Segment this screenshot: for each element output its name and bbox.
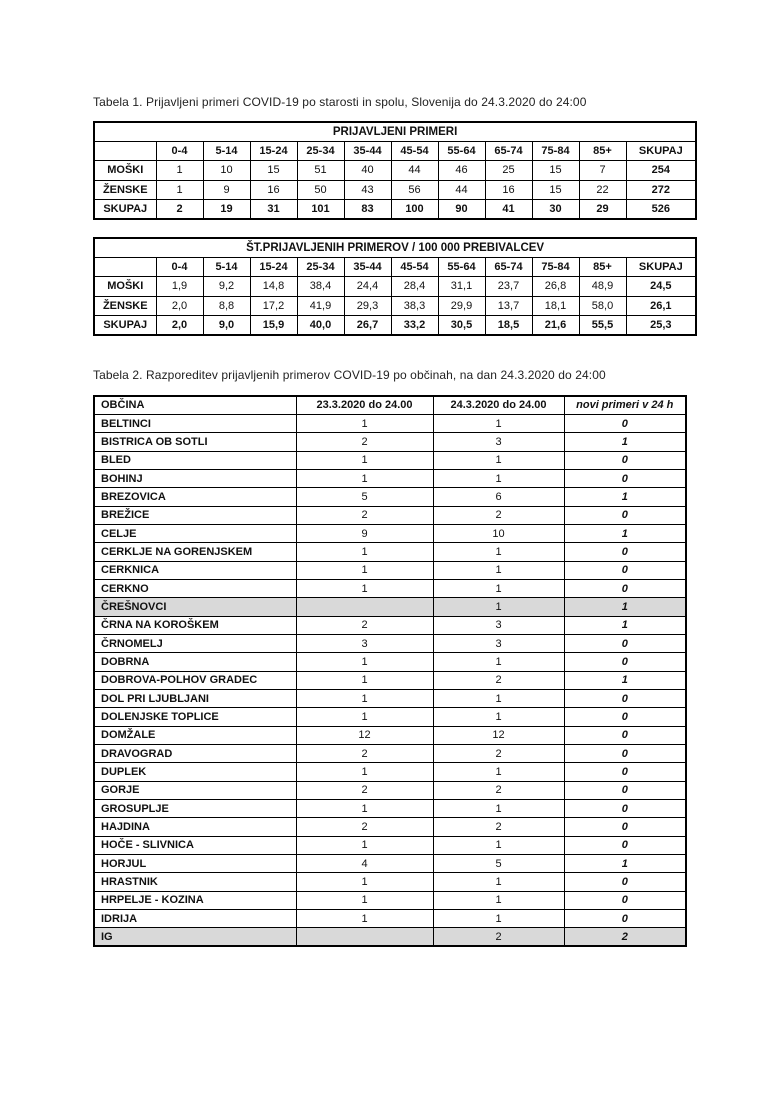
header-date-23: 23.3.2020 do 24.00 (296, 396, 433, 414)
value-cell: 44 (391, 161, 438, 180)
age-group-header: 35-44 (344, 257, 391, 276)
rate-per-100k-table (93, 237, 697, 336)
count-23-3: 1 (296, 469, 433, 487)
age-group-header: SKUPAJ (626, 141, 696, 160)
table2-caption: Tabela 2. Razporeditev prijavljenih primerov COVID-19 po občinah, na dan 24.3.2020 do 24:00 (93, 368, 606, 382)
count-23-3: 2 (296, 433, 433, 451)
value-cell: 29,3 (344, 296, 391, 315)
count-24-3: 6 (433, 488, 564, 506)
row-label: MOŠKI (94, 161, 156, 180)
municipality-name: BLED (94, 451, 296, 469)
age-group-header: 55-64 (438, 141, 485, 160)
value-cell: 30 (532, 200, 579, 219)
municipality-row (94, 488, 686, 506)
age-group-header: 5-14 (203, 141, 250, 160)
age-group-header: 25-34 (297, 257, 344, 276)
value-cell: 83 (344, 200, 391, 219)
value-cell: 15,9 (250, 316, 297, 335)
municipality-row (94, 579, 686, 597)
municipality-name: DOLENJSKE TOPLICE (94, 708, 296, 726)
age-group-header: 0-4 (156, 141, 203, 160)
cases-by-age-sex-table (93, 121, 697, 220)
value-cell: 15 (532, 161, 579, 180)
value-cell: 26,8 (532, 277, 579, 296)
new-cases-24h: 0 (564, 561, 686, 579)
new-cases-24h: 0 (564, 543, 686, 561)
municipality-name: CERKLJE NA GORENJSKEM (94, 543, 296, 561)
new-cases-24h: 0 (564, 451, 686, 469)
age-group-header: 45-54 (391, 141, 438, 160)
row-total-value: 254 (626, 161, 696, 180)
new-cases-24h: 0 (564, 506, 686, 524)
count-23-3 (296, 928, 433, 946)
value-cell: 7 (579, 161, 626, 180)
municipality-name: DOBROVA-POLHOV GRADEC (94, 671, 296, 689)
municipality-name: GROSUPLJE (94, 800, 296, 818)
value-cell: 14,8 (250, 277, 297, 296)
count-23-3: 1 (296, 543, 433, 561)
count-23-3: 3 (296, 634, 433, 652)
new-cases-24h: 0 (564, 745, 686, 763)
value-cell: 19 (203, 200, 250, 219)
value-cell: 58,0 (579, 296, 626, 315)
new-cases-24h: 1 (564, 524, 686, 542)
count-24-3: 3 (433, 616, 564, 634)
value-cell: 18,1 (532, 296, 579, 315)
value-cell: 100 (391, 200, 438, 219)
municipality-name: HRASTNIK (94, 873, 296, 891)
new-cases-24h: 0 (564, 818, 686, 836)
count-24-3: 1 (433, 543, 564, 561)
municipality-row (94, 616, 686, 634)
value-cell: 26,7 (344, 316, 391, 335)
municipality-name: CERKNO (94, 579, 296, 597)
count-24-3: 1 (433, 800, 564, 818)
count-23-3: 1 (296, 800, 433, 818)
municipality-name: BELTINCI (94, 414, 296, 432)
count-23-3: 1 (296, 451, 433, 469)
value-cell: 101 (297, 200, 344, 219)
table-title-row (94, 122, 696, 141)
count-23-3 (296, 598, 433, 616)
row-total-value: 25,3 (626, 316, 696, 335)
count-23-3: 1 (296, 579, 433, 597)
municipality-name: BREŽICE (94, 506, 296, 524)
value-cell: 1,9 (156, 277, 203, 296)
count-23-3: 1 (296, 414, 433, 432)
new-cases-24h: 0 (564, 910, 686, 928)
age-group-header: 45-54 (391, 257, 438, 276)
municipality-row (94, 414, 686, 432)
municipality-row (94, 433, 686, 451)
municipality-name: BOHINJ (94, 469, 296, 487)
age-group-header: SKUPAJ (626, 257, 696, 276)
count-23-3: 1 (296, 690, 433, 708)
municipality-row (94, 671, 686, 689)
count-24-3: 1 (433, 836, 564, 854)
count-24-3: 2 (433, 506, 564, 524)
municipality-name: HOČE - SLIVNICA (94, 836, 296, 854)
age-group-header: 35-44 (344, 141, 391, 160)
municipality-row (94, 781, 686, 799)
value-cell: 30,5 (438, 316, 485, 335)
age-group-header: 65-74 (485, 141, 532, 160)
value-cell: 1 (156, 180, 203, 199)
corner-cell (94, 257, 156, 276)
municipality-name: ČRNOMELJ (94, 634, 296, 652)
value-cell: 40 (344, 161, 391, 180)
municipality-name: CELJE (94, 524, 296, 542)
municipality-name: HORJUL (94, 855, 296, 873)
value-cell: 38,3 (391, 296, 438, 315)
table-title: PRIJAVLJENI PRIMERI (94, 122, 696, 141)
value-cell: 28,4 (391, 277, 438, 296)
municipality-row (94, 634, 686, 652)
count-24-3: 5 (433, 855, 564, 873)
count-23-3: 5 (296, 488, 433, 506)
value-cell: 13,7 (485, 296, 532, 315)
municipality-row (94, 524, 686, 542)
value-cell: 22 (579, 180, 626, 199)
row-total-value: 26,1 (626, 296, 696, 315)
municipality-name: DRAVOGRAD (94, 745, 296, 763)
count-24-3: 1 (433, 653, 564, 671)
count-24-3: 2 (433, 928, 564, 946)
municipality-row (94, 598, 686, 616)
row-label: MOŠKI (94, 277, 156, 296)
new-cases-24h: 0 (564, 873, 686, 891)
value-cell: 46 (438, 161, 485, 180)
value-cell: 31,1 (438, 277, 485, 296)
count-23-3: 2 (296, 818, 433, 836)
count-24-3: 1 (433, 561, 564, 579)
value-cell: 10 (203, 161, 250, 180)
row-total-value: 24,5 (626, 277, 696, 296)
new-cases-24h: 0 (564, 763, 686, 781)
count-23-3: 2 (296, 781, 433, 799)
value-cell: 9 (203, 180, 250, 199)
age-group-header: 15-24 (250, 257, 297, 276)
count-23-3: 1 (296, 891, 433, 909)
count-23-3: 2 (296, 616, 433, 634)
municipality-name: DOBRNA (94, 653, 296, 671)
new-cases-24h: 0 (564, 708, 686, 726)
count-24-3: 3 (433, 433, 564, 451)
count-24-3: 1 (433, 598, 564, 616)
count-23-3: 1 (296, 671, 433, 689)
value-cell: 25 (485, 161, 532, 180)
value-cell: 44 (438, 180, 485, 199)
table-row (94, 277, 696, 296)
count-24-3: 1 (433, 910, 564, 928)
new-cases-24h: 1 (564, 488, 686, 506)
cases-by-municipality-table (93, 395, 687, 947)
municipality-row (94, 469, 686, 487)
value-cell: 31 (250, 200, 297, 219)
municipality-name: HRPELJE - KOZINA (94, 891, 296, 909)
value-cell: 55,5 (579, 316, 626, 335)
municipality-name: DOL PRI LJUBLJANI (94, 690, 296, 708)
count-23-3: 1 (296, 708, 433, 726)
count-24-3: 2 (433, 671, 564, 689)
new-cases-24h: 0 (564, 781, 686, 799)
value-cell: 48,9 (579, 277, 626, 296)
value-cell: 16 (250, 180, 297, 199)
count-24-3: 12 (433, 726, 564, 744)
new-cases-24h: 0 (564, 800, 686, 818)
count-24-3: 1 (433, 451, 564, 469)
count-23-3: 4 (296, 855, 433, 873)
row-label: ŽENSKE (94, 180, 156, 199)
value-cell: 9,0 (203, 316, 250, 335)
value-cell: 51 (297, 161, 344, 180)
table-row (94, 200, 696, 219)
table-row (94, 161, 696, 180)
municipality-row (94, 855, 686, 873)
count-23-3: 2 (296, 506, 433, 524)
value-cell: 8,8 (203, 296, 250, 315)
municipality-row (94, 451, 686, 469)
municipality-name: ČREŠNOVCI (94, 598, 296, 616)
value-cell: 2 (156, 200, 203, 219)
new-cases-24h: 1 (564, 598, 686, 616)
count-24-3: 1 (433, 763, 564, 781)
municipality-name: HAJDINA (94, 818, 296, 836)
value-cell: 50 (297, 180, 344, 199)
age-group-header: 15-24 (250, 141, 297, 160)
age-group-header: 75-84 (532, 141, 579, 160)
municipality-row (94, 690, 686, 708)
count-24-3: 1 (433, 414, 564, 432)
new-cases-24h: 0 (564, 891, 686, 909)
count-23-3: 1 (296, 763, 433, 781)
municipality-row (94, 818, 686, 836)
new-cases-24h: 0 (564, 836, 686, 854)
new-cases-24h: 0 (564, 469, 686, 487)
age-group-header: 85+ (579, 257, 626, 276)
municipality-row (94, 763, 686, 781)
row-label: SKUPAJ (94, 316, 156, 335)
new-cases-24h: 0 (564, 726, 686, 744)
new-cases-24h: 0 (564, 414, 686, 432)
table-row (94, 180, 696, 199)
age-group-header: 0-4 (156, 257, 203, 276)
municipality-name: DUPLEK (94, 763, 296, 781)
municipality-header-row (94, 396, 686, 414)
count-24-3: 2 (433, 818, 564, 836)
count-23-3: 1 (296, 910, 433, 928)
municipality-row (94, 910, 686, 928)
age-group-header: 75-84 (532, 257, 579, 276)
value-cell: 9,2 (203, 277, 250, 296)
municipality-name: CERKNICA (94, 561, 296, 579)
municipality-row (94, 928, 686, 946)
new-cases-24h: 2 (564, 928, 686, 946)
age-group-header: 25-34 (297, 141, 344, 160)
municipality-name: BISTRICA OB SOTLI (94, 433, 296, 451)
municipality-row (94, 506, 686, 524)
value-cell: 15 (250, 161, 297, 180)
value-cell: 24,4 (344, 277, 391, 296)
count-24-3: 1 (433, 873, 564, 891)
municipality-row (94, 873, 686, 891)
municipality-row (94, 543, 686, 561)
value-cell: 38,4 (297, 277, 344, 296)
municipality-name: IG (94, 928, 296, 946)
row-total-value: 272 (626, 180, 696, 199)
age-group-header: 85+ (579, 141, 626, 160)
value-cell: 56 (391, 180, 438, 199)
new-cases-24h: 1 (564, 616, 686, 634)
count-24-3: 1 (433, 891, 564, 909)
value-cell: 29,9 (438, 296, 485, 315)
value-cell: 1 (156, 161, 203, 180)
table-row (94, 296, 696, 315)
value-cell: 29 (579, 200, 626, 219)
count-24-3: 2 (433, 781, 564, 799)
row-label: SKUPAJ (94, 200, 156, 219)
count-24-3: 10 (433, 524, 564, 542)
new-cases-24h: 0 (564, 579, 686, 597)
municipality-name: GORJE (94, 781, 296, 799)
row-label: ŽENSKE (94, 296, 156, 315)
municipality-name: DOMŽALE (94, 726, 296, 744)
count-24-3: 1 (433, 579, 564, 597)
table-row (94, 316, 696, 335)
row-total-value: 526 (626, 200, 696, 219)
table1-caption: Tabela 1. Prijavljeni primeri COVID-19 po starosti in spolu, Slovenija do 24.3.2020 do 24:00 (93, 95, 587, 109)
value-cell: 2,0 (156, 296, 203, 315)
value-cell: 16 (485, 180, 532, 199)
count-24-3: 1 (433, 690, 564, 708)
count-24-3: 1 (433, 708, 564, 726)
municipality-name: BREZOVICA (94, 488, 296, 506)
municipality-row (94, 745, 686, 763)
value-cell: 18,5 (485, 316, 532, 335)
new-cases-24h: 0 (564, 634, 686, 652)
new-cases-24h: 0 (564, 653, 686, 671)
municipality-row (94, 836, 686, 854)
age-group-header-row (94, 141, 696, 160)
value-cell: 15 (532, 180, 579, 199)
age-group-header: 65-74 (485, 257, 532, 276)
count-23-3: 12 (296, 726, 433, 744)
table-title: ŠT.PRIJAVLJENIH PRIMEROV / 100 000 PREBIVALCEV (94, 238, 696, 257)
count-24-3: 3 (433, 634, 564, 652)
new-cases-24h: 0 (564, 690, 686, 708)
count-24-3: 1 (433, 469, 564, 487)
new-cases-24h: 1 (564, 433, 686, 451)
count-23-3: 9 (296, 524, 433, 542)
age-group-header: 55-64 (438, 257, 485, 276)
municipality-name: ČRNA NA KOROŠKEM (94, 616, 296, 634)
count-24-3: 2 (433, 745, 564, 763)
corner-cell (94, 141, 156, 160)
municipality-row (94, 800, 686, 818)
value-cell: 23,7 (485, 277, 532, 296)
count-23-3: 1 (296, 561, 433, 579)
municipality-row (94, 561, 686, 579)
value-cell: 33,2 (391, 316, 438, 335)
value-cell: 2,0 (156, 316, 203, 335)
count-23-3: 1 (296, 653, 433, 671)
value-cell: 21,6 (532, 316, 579, 335)
municipality-row (94, 708, 686, 726)
municipality-row (94, 891, 686, 909)
value-cell: 40,0 (297, 316, 344, 335)
table-title-row (94, 238, 696, 257)
municipality-row (94, 653, 686, 671)
header-obcina: OBČINA (94, 396, 296, 414)
count-23-3: 1 (296, 873, 433, 891)
count-23-3: 2 (296, 745, 433, 763)
value-cell: 41,9 (297, 296, 344, 315)
value-cell: 41 (485, 200, 532, 219)
value-cell: 43 (344, 180, 391, 199)
municipality-name: IDRIJA (94, 910, 296, 928)
value-cell: 90 (438, 200, 485, 219)
municipality-row (94, 726, 686, 744)
header-new-cases: novi primeri v 24 h (564, 396, 686, 414)
value-cell: 17,2 (250, 296, 297, 315)
count-23-3: 1 (296, 836, 433, 854)
new-cases-24h: 1 (564, 671, 686, 689)
new-cases-24h: 1 (564, 855, 686, 873)
header-date-24: 24.3.2020 do 24.00 (433, 396, 564, 414)
age-group-header: 5-14 (203, 257, 250, 276)
age-group-header-row (94, 257, 696, 276)
